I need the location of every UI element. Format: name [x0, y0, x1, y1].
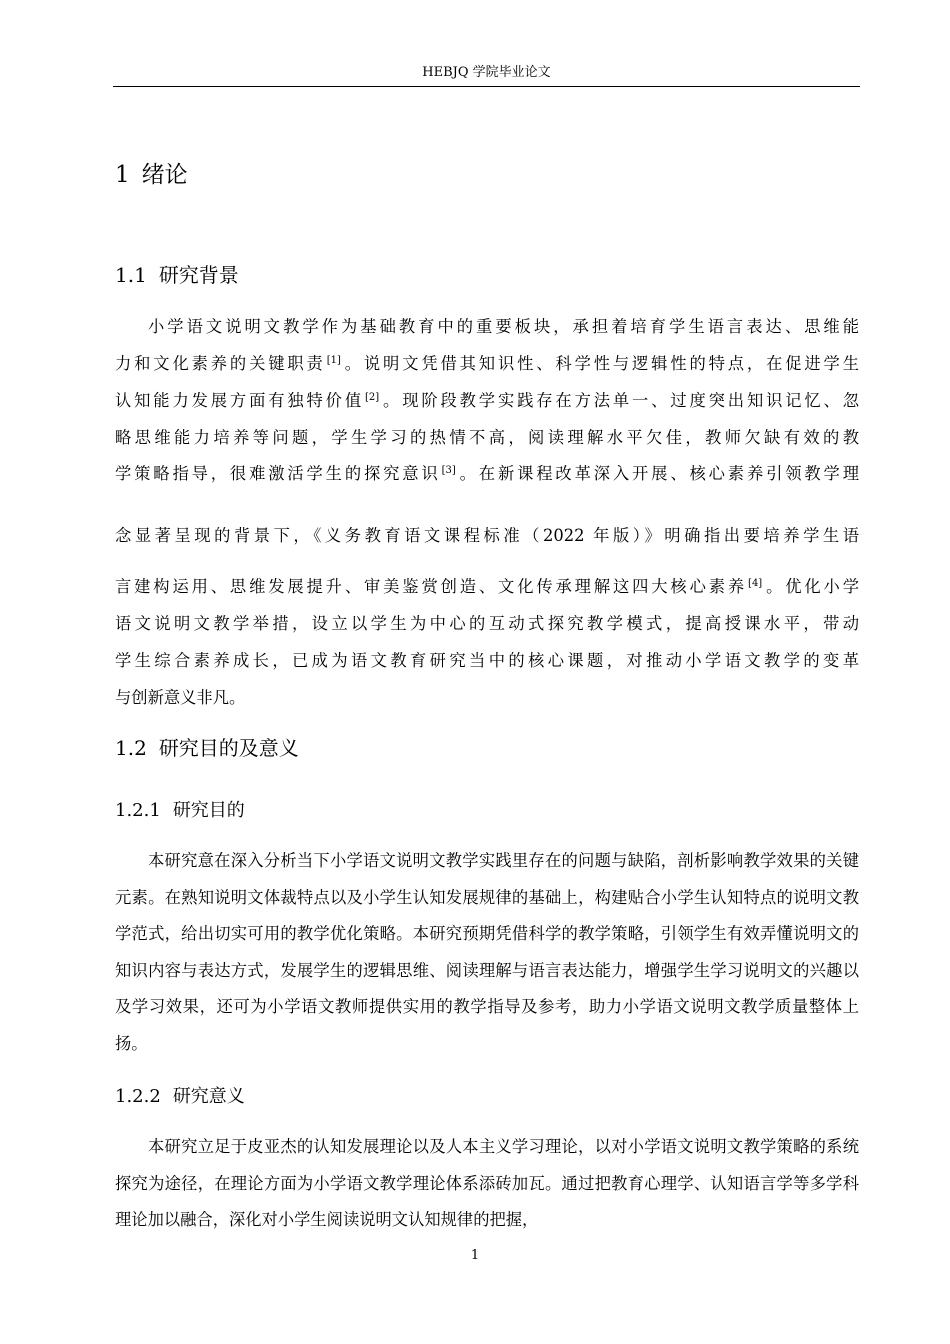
paragraph-line: 言建构运用、思维发展提升、审美鉴赏创造、文化传承理解这四大核心素养[4]。优化小学 — [115, 577, 859, 596]
citation-ref: [4] — [748, 578, 763, 589]
page-number: 1 — [470, 1248, 480, 1263]
paragraph-line: 略思维能力培养等问题，学生学习的热情不高，阅读理解水平欠佳，教师欠缺有效的教 — [115, 428, 859, 447]
paragraph-line: 念显著呈现的背景下，《义务教育语文课程标准（2022 年版）》明确指出要培养学生语 — [115, 526, 859, 545]
paragraph-line: 与创新意义非凡。 — [115, 688, 246, 707]
paragraph-line: 小学语文说明文教学作为基础教育中的重要板块，承担着培育学生语言表达、思维能 — [148, 317, 859, 336]
paragraph-line: 力和文化素养的关键职责[1]。说明文凭借其知识性、科学性与逻辑性的特点，在促进学生 — [115, 354, 859, 373]
section-heading-1-2 — [115, 735, 299, 761]
paragraph-line: 语文说明文教学举措，设立以学生为中心的互动式探究教学模式，提高授课水平，带动 — [115, 614, 859, 633]
subsection-number: 1.2.1 — [115, 800, 161, 821]
section-title: 研究目的及意义 — [158, 736, 299, 760]
chapter-heading — [115, 160, 188, 190]
significance-paragraph: 本研究立足于皮亚杰的认知发展理论以及人本主义学习理论，以对小学语文说明文教学策略的系统探究为途径，在理论方面为小学语文教学理论体系添砖加瓦。通过把教育心理学、认知语言学等多学科理论加以融合，深化对小学生阅读说明文认知规律的把握， — [115, 1137, 859, 1230]
citation-ref: [3] — [441, 465, 456, 476]
paragraph-line: 学生综合素养成长，已成为语文教育研究当中的核心课题，对推动小学语文教学的变革 — [115, 651, 859, 670]
chapter-title: 绪论 — [141, 162, 188, 188]
subsection-number: 1.2.2 — [115, 1086, 161, 1107]
subsection-heading-1-2-2 — [115, 1085, 245, 1109]
subsection-title: 研究意义 — [172, 1086, 245, 1107]
citation-ref: [2] — [365, 392, 380, 403]
subsection-heading-1-2-1 — [115, 799, 245, 823]
section-heading-1-1 — [115, 262, 239, 288]
header-rule — [113, 86, 860, 87]
paragraph-line: 学策略指导，很难激活学生的探究意识[3]。在新课程改革深入开展、核心素养引领教学理 — [115, 464, 859, 483]
purpose-paragraph: 本研究意在深入分析当下小学语文说明文教学实践里存在的问题与缺陷，剖析影响教学效果的关键元素。在熟知说明文体裁特点以及小学生认知发展规律的基础上，构建贴合小学生认知特点的说明文教学范式，给出切实可用的教学优化策略。本研究预期凭借科学的教学策略，引领学生有效弄懂说明文的知识内容与表达方式，发展学生的逻辑思维、阅读理解与语言表达能力，增强学生学习说明文的兴趣以及学习效果，还可为小学语文教师提供实用的教学指导及参考，助力小学语文说明文教学质量整体上扬。 — [115, 851, 859, 1053]
subsection-title: 研究目的 — [172, 800, 245, 821]
chapter-number: 1 — [115, 162, 130, 188]
running-header: HEBJQ 学院毕业论文 — [422, 65, 551, 80]
citation-ref: [1] — [326, 355, 341, 366]
section-title: 研究背景 — [158, 263, 239, 287]
section-number: 1.2 — [115, 736, 147, 760]
section-number: 1.1 — [115, 263, 147, 287]
paragraph-line: 认知能力发展方面有独特价值[2]。现阶段教学实践存在方法单一、过度突出知识记忆、忽 — [115, 391, 859, 410]
